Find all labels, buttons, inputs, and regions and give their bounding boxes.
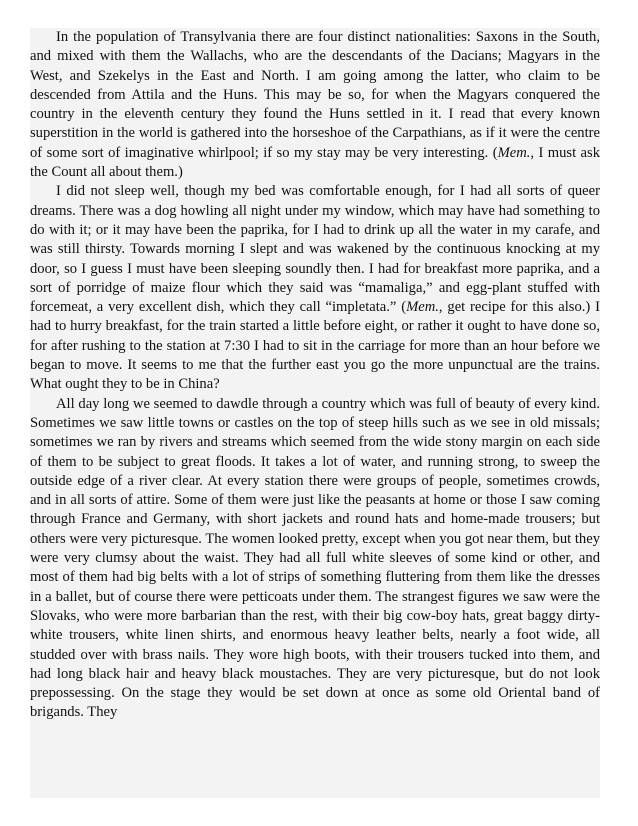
paragraph-2 [30, 182, 600, 394]
text-segment: , I must ask the Count all about them.) [30, 144, 600, 181]
text-segment: , get recipe for this also.) I had to hurry breakfast, for the train started a little before eight, or rather it ought to have done so, for after rushing to the station at 7:30 I had to sit in the carriage for more than an hour before we began to move. It seems to me that the further east you go the more unpunctual are the trains. What ought they to be in China? [30, 299, 600, 393]
text-segment: In the population of Transylvania there are four distinct nationalities: Saxons in the South, and mixed with them the Wallachs, who are the descendants of the Dacians; Magyars in the West, and Szekelys in the East and North. I am going among the latter, who claim to be descended from Attila and the Huns. This may be so, for when the Magyars conquered the country in the eleventh century they found the Huns settled in it. I read that every known superstition in the world is gathered into the horseshoe of the Carpathians, as if it were the centre of some sort of imaginative whirlpool; if so my stay may be very interesting. ( [30, 29, 600, 161]
memo-italic: Mem. [497, 144, 531, 161]
paragraph-3 [30, 395, 600, 723]
text-segment: I did not sleep well, though my bed was comfortable enough, for I had all sorts of queer dreams. There was a dog howling all night under my window, which may have had something to do with it; or it may have been the paprika, for I had to drink up all the water in my carafe, and was still thirsty. Towards morning I slept and was wakened by the continuous knocking at my door, so I guess I must have been sleeping soundly then. I had for breakfast more paprika, and a sort of porridge of maize flour which they said was “mamaliga,” and egg-plant stuffed with forcemeat, a very excellent dish, which they call “impletata.” ( [30, 183, 600, 316]
body-text [30, 28, 600, 723]
page [30, 28, 600, 798]
text-segment: All day long we seemed to dawdle through a country which was full of beauty of every kind. Sometimes we saw little towns or castles on the top of steep hills such as we see in old missals; sometimes we ran by rivers and streams which seemed from the wide stony margin on each side of them to be subject to great floods. It takes a lot of water, and running strong, to sweep the outside edge of a river clear. At every station there were groups of people, sometimes crowds, and in all sorts of attire. Some of them were just like the peasants at home or those I saw coming through France and Germany, with short jackets and round hats and home-made trousers; but others were very picturesque. The women looked pretty, except when you got near them, but they were very clumsy about the waist. They had all full white sleeves of some kind or other, and most of them had big belts with a lot of strips of something fluttering from them like the dresses in a ballet, but of course there were petticoats under them. The strangest figures we saw were the Slovaks, who were more barbarian than the rest, with their big cow-boy hats, great baggy dirty-white trousers, white linen shirts, and enormous heavy leather belts, nearly a foot wide, all studded over with brass nails. They wore high boots, with their trousers tucked into them, and had long black hair and heavy black moustaches. They are very picturesque, but do not look prepossessing. On the stage they would be set down at once as some old Oriental band of brigands. They [30, 395, 600, 721]
paragraph-1 [30, 28, 600, 182]
memo-italic: Mem. [406, 299, 439, 316]
